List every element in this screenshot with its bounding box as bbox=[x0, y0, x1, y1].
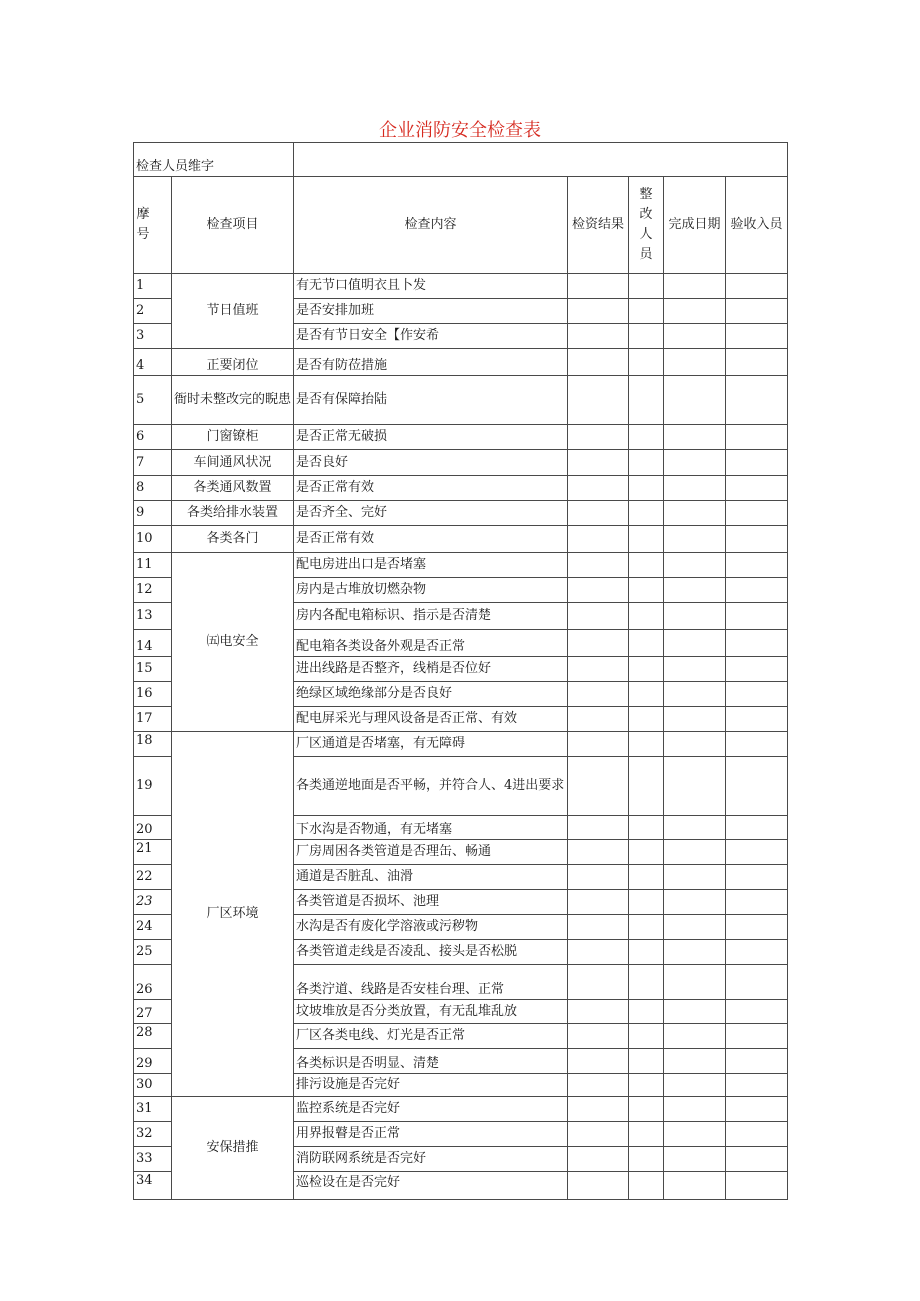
rectifier-cell[interactable] bbox=[629, 603, 664, 630]
date-cell[interactable] bbox=[664, 1024, 726, 1049]
rectifier-cell[interactable] bbox=[629, 1049, 664, 1074]
rectifier-cell[interactable] bbox=[629, 707, 664, 732]
item-hazard: 衙时未整改完的睨患 bbox=[172, 376, 294, 425]
table-row bbox=[134, 425, 788, 450]
table-row bbox=[134, 732, 788, 757]
date-cell[interactable] bbox=[664, 1000, 726, 1024]
result-cell[interactable] bbox=[568, 1147, 629, 1172]
acceptor-cell[interactable] bbox=[726, 603, 788, 630]
row-number: 2 bbox=[134, 299, 172, 324]
rectifier-cell[interactable] bbox=[629, 940, 664, 965]
row-number: 20 bbox=[134, 816, 172, 840]
signature-field[interactable] bbox=[294, 143, 788, 177]
rectifier-cell[interactable] bbox=[629, 1000, 664, 1024]
result-cell[interactable] bbox=[568, 940, 629, 965]
result-cell[interactable] bbox=[568, 299, 629, 324]
item-zhengyao: 正要闭位 bbox=[172, 349, 294, 376]
rectifier-cell[interactable] bbox=[629, 840, 664, 865]
rectifier-cell[interactable] bbox=[629, 1147, 664, 1172]
result-cell[interactable] bbox=[568, 526, 629, 553]
acceptor-cell[interactable] bbox=[726, 299, 788, 324]
row-number: 8 bbox=[134, 476, 172, 501]
result-cell[interactable] bbox=[568, 450, 629, 476]
date-cell[interactable] bbox=[664, 1122, 726, 1147]
item-factory: 厂区环境 bbox=[172, 732, 294, 1097]
acceptor-cell[interactable] bbox=[726, 501, 788, 526]
rectifier-cell[interactable] bbox=[629, 890, 664, 915]
rectifier-cell[interactable] bbox=[629, 965, 664, 1000]
acceptor-cell[interactable] bbox=[726, 1024, 788, 1049]
row-content: 配电箱各类设备外观是否正常 bbox=[294, 630, 568, 657]
row-number: 30 bbox=[134, 1074, 172, 1097]
row-content: 是否有防莅措施 bbox=[294, 349, 568, 376]
item-doors: 门窗镣柜 bbox=[172, 425, 294, 450]
rectifier-cell[interactable] bbox=[629, 450, 664, 476]
row-number: 27 bbox=[134, 1000, 172, 1024]
result-cell[interactable] bbox=[568, 965, 629, 1000]
header-content: 检查内容 bbox=[294, 177, 568, 274]
row-number: 18 bbox=[134, 732, 172, 757]
result-cell[interactable] bbox=[568, 603, 629, 630]
result-cell[interactable] bbox=[568, 707, 629, 732]
date-cell[interactable] bbox=[664, 376, 726, 425]
row-content: 用界报瞽是否正常 bbox=[294, 1122, 568, 1147]
date-cell[interactable] bbox=[664, 501, 726, 526]
date-cell[interactable] bbox=[664, 732, 726, 757]
rectifier-cell[interactable] bbox=[629, 476, 664, 501]
row-content: 各类通逆地面是否平畅，并符合人、4进出要求 bbox=[294, 757, 568, 816]
result-cell[interactable] bbox=[568, 732, 629, 757]
row-content: 房内各配电箱标识、指示是否清楚 bbox=[294, 603, 568, 630]
rectifier-cell[interactable] bbox=[629, 1122, 664, 1147]
result-cell[interactable] bbox=[568, 1049, 629, 1074]
acceptor-cell[interactable] bbox=[726, 657, 788, 682]
row-content: 是否有保障抬陆 bbox=[294, 376, 568, 425]
row-number: 5 bbox=[134, 376, 172, 425]
row-content: 消防联网系统是否完好 bbox=[294, 1147, 568, 1172]
result-cell[interactable] bbox=[568, 349, 629, 376]
acceptor-cell[interactable] bbox=[726, 476, 788, 501]
date-cell[interactable] bbox=[664, 425, 726, 450]
date-cell[interactable] bbox=[664, 682, 726, 707]
row-content: 各类管道走线是否凌乱、接头是否松脱 bbox=[294, 940, 568, 965]
table-row bbox=[134, 526, 788, 553]
acceptor-cell[interactable] bbox=[726, 1122, 788, 1147]
row-number: 33 bbox=[134, 1147, 172, 1172]
acceptor-cell[interactable] bbox=[726, 840, 788, 865]
row-content: 排污设施是否完好 bbox=[294, 1074, 568, 1097]
row-content: 厂房周困各类管道是否理缶、畅通 bbox=[294, 840, 568, 865]
item-security: 安保措推 bbox=[172, 1097, 294, 1200]
date-cell[interactable] bbox=[664, 324, 726, 349]
row-number: 22 bbox=[134, 865, 172, 890]
row-content: 厂区各类电线、灯光是否正常 bbox=[294, 1024, 568, 1049]
acceptor-cell[interactable] bbox=[726, 1172, 788, 1200]
row-number: 26 bbox=[134, 965, 172, 1000]
document-title: 企业消防安全检查表 bbox=[379, 120, 541, 141]
row-number: 1 bbox=[134, 274, 172, 299]
header-row bbox=[134, 177, 788, 274]
signature-row bbox=[134, 143, 788, 177]
result-cell[interactable] bbox=[568, 1024, 629, 1049]
date-cell[interactable] bbox=[664, 1097, 726, 1122]
row-number: 31 bbox=[134, 1097, 172, 1122]
result-cell[interactable] bbox=[568, 476, 629, 501]
rectifier-cell[interactable] bbox=[629, 1097, 664, 1122]
rectifier-cell[interactable] bbox=[629, 376, 664, 425]
acceptor-cell[interactable] bbox=[726, 1074, 788, 1097]
acceptor-cell[interactable] bbox=[726, 1049, 788, 1074]
header-rectifier bbox=[629, 177, 664, 274]
acceptor-cell[interactable] bbox=[726, 630, 788, 657]
date-cell[interactable] bbox=[664, 578, 726, 603]
result-cell[interactable] bbox=[568, 1172, 629, 1200]
row-content: 配电屏采光与理风设备是否正常、有效 bbox=[294, 707, 568, 732]
row-number: 32 bbox=[134, 1122, 172, 1147]
row-content: 下水沟是否物通，有无堵塞 bbox=[294, 816, 568, 840]
row-content: 通道是否脏乱、油滑 bbox=[294, 865, 568, 890]
row-number: 11 bbox=[134, 553, 172, 578]
result-cell[interactable] bbox=[568, 501, 629, 526]
acceptor-cell[interactable] bbox=[726, 757, 788, 816]
result-cell[interactable] bbox=[568, 274, 629, 299]
header-result: 检资结果 bbox=[568, 177, 629, 274]
row-number: 10 bbox=[134, 526, 172, 553]
rectifier-cell[interactable] bbox=[629, 630, 664, 657]
result-cell[interactable] bbox=[568, 915, 629, 940]
row-content: 房内是古堆放切燃杂物 bbox=[294, 578, 568, 603]
rectifier-cell[interactable] bbox=[629, 349, 664, 376]
row-number: 24 bbox=[134, 915, 172, 940]
rectifier-cell[interactable] bbox=[629, 578, 664, 603]
row-content: 是否有节日安全【作安希 bbox=[294, 324, 568, 349]
result-cell[interactable] bbox=[568, 1122, 629, 1147]
header-no bbox=[134, 177, 172, 274]
row-number: 9 bbox=[134, 501, 172, 526]
acceptor-cell[interactable] bbox=[726, 965, 788, 1000]
acceptor-cell[interactable] bbox=[726, 1000, 788, 1024]
result-cell[interactable] bbox=[568, 324, 629, 349]
row-content: 绝绿区域绝缘部分是否良好 bbox=[294, 682, 568, 707]
rectifier-cell[interactable] bbox=[629, 299, 664, 324]
row-number: 3 bbox=[134, 324, 172, 349]
row-number: 17 bbox=[134, 707, 172, 732]
header-rectifier-text: 整改人员 bbox=[639, 187, 653, 262]
row-content: 各类管道是否损坏、池理 bbox=[294, 890, 568, 915]
date-cell[interactable] bbox=[664, 757, 726, 816]
row-number: 25 bbox=[134, 940, 172, 965]
acceptor-cell[interactable] bbox=[726, 450, 788, 476]
row-number: 15 bbox=[134, 657, 172, 682]
date-cell[interactable] bbox=[664, 890, 726, 915]
header-item: 检查项目 bbox=[172, 177, 294, 274]
table-row bbox=[134, 349, 788, 376]
signature-label: 检查人员维字 bbox=[134, 143, 294, 177]
rectifier-cell[interactable] bbox=[629, 425, 664, 450]
result-cell[interactable] bbox=[568, 1074, 629, 1097]
date-cell[interactable] bbox=[664, 1049, 726, 1074]
result-cell[interactable] bbox=[568, 1097, 629, 1122]
row-number: 28 bbox=[134, 1024, 172, 1049]
item-doors2: 各类各门 bbox=[172, 526, 294, 553]
item-holiday: 节日值班 bbox=[172, 274, 294, 349]
result-cell[interactable] bbox=[568, 1000, 629, 1024]
date-cell[interactable] bbox=[664, 940, 726, 965]
rectifier-cell[interactable] bbox=[629, 732, 664, 757]
row-number: 6 bbox=[134, 425, 172, 450]
date-cell[interactable] bbox=[664, 865, 726, 890]
row-content: 各类标识是否明显、清楚 bbox=[294, 1049, 568, 1074]
header-acceptor: 验收入员 bbox=[726, 177, 788, 274]
acceptor-cell[interactable] bbox=[726, 816, 788, 840]
row-content: 是否良好 bbox=[294, 450, 568, 476]
row-number: 4 bbox=[134, 349, 172, 376]
result-cell[interactable] bbox=[568, 630, 629, 657]
row-number: 19 bbox=[134, 757, 172, 816]
result-cell[interactable] bbox=[568, 890, 629, 915]
row-content: 水沟是否有废化学溶液或污秽物 bbox=[294, 915, 568, 940]
date-cell[interactable] bbox=[664, 915, 726, 940]
result-cell[interactable] bbox=[568, 657, 629, 682]
row-content: 是否安排加班 bbox=[294, 299, 568, 324]
acceptor-cell[interactable] bbox=[726, 1147, 788, 1172]
date-cell[interactable] bbox=[664, 1147, 726, 1172]
row-number: 21 bbox=[134, 840, 172, 865]
table-row bbox=[134, 376, 788, 425]
acceptor-cell[interactable] bbox=[726, 526, 788, 553]
date-cell[interactable] bbox=[664, 299, 726, 324]
table-row bbox=[134, 476, 788, 501]
result-cell[interactable] bbox=[568, 757, 629, 816]
row-number: 29 bbox=[134, 1049, 172, 1074]
row-content: 是否正常有效 bbox=[294, 526, 568, 553]
rectifier-cell[interactable] bbox=[629, 324, 664, 349]
result-cell[interactable] bbox=[568, 816, 629, 840]
acceptor-cell[interactable] bbox=[726, 1097, 788, 1122]
acceptor-cell[interactable] bbox=[726, 682, 788, 707]
rectifier-cell[interactable] bbox=[629, 865, 664, 890]
result-cell[interactable] bbox=[568, 865, 629, 890]
rectifier-cell[interactable] bbox=[629, 816, 664, 840]
rectifier-cell[interactable] bbox=[629, 553, 664, 578]
row-number: 34 bbox=[134, 1172, 172, 1200]
date-cell[interactable] bbox=[664, 816, 726, 840]
inspection-table bbox=[133, 142, 788, 1200]
result-cell[interactable] bbox=[568, 425, 629, 450]
acceptor-cell[interactable] bbox=[726, 732, 788, 757]
result-cell[interactable] bbox=[568, 376, 629, 425]
row-number: 7 bbox=[134, 450, 172, 476]
rectifier-cell[interactable] bbox=[629, 1172, 664, 1200]
row-content: 巡检设在是否完好 bbox=[294, 1172, 568, 1200]
row-content: 是否正常无破损 bbox=[294, 425, 568, 450]
rectifier-cell[interactable] bbox=[629, 757, 664, 816]
date-cell[interactable] bbox=[664, 274, 726, 299]
item-vent-devices: 各类通风数置 bbox=[172, 476, 294, 501]
row-content: 各类泞道、线路是否安桂台理、正常 bbox=[294, 965, 568, 1000]
date-cell[interactable] bbox=[664, 657, 726, 682]
rectifier-cell[interactable] bbox=[629, 274, 664, 299]
row-number: 13 bbox=[134, 603, 172, 630]
acceptor-cell[interactable] bbox=[726, 940, 788, 965]
acceptor-cell[interactable] bbox=[726, 349, 788, 376]
row-content: 进出线路是否整齐，线梢是否位好 bbox=[294, 657, 568, 682]
table-row bbox=[134, 274, 788, 299]
rectifier-cell[interactable] bbox=[629, 501, 664, 526]
rectifier-cell[interactable] bbox=[629, 657, 664, 682]
result-cell[interactable] bbox=[568, 578, 629, 603]
row-content: 是否齐全、完好 bbox=[294, 501, 568, 526]
row-content: 有无节口值明衣且卜发 bbox=[294, 274, 568, 299]
date-cell[interactable] bbox=[664, 476, 726, 501]
rectifier-cell[interactable] bbox=[629, 526, 664, 553]
row-content: 厂区通道是否堵塞，有无障碍 bbox=[294, 732, 568, 757]
row-number: 12 bbox=[134, 578, 172, 603]
date-cell[interactable] bbox=[664, 965, 726, 1000]
rectifier-cell[interactable] bbox=[629, 1024, 664, 1049]
date-cell[interactable] bbox=[664, 707, 726, 732]
date-cell[interactable] bbox=[664, 450, 726, 476]
item-water: 各类给排水装置 bbox=[172, 501, 294, 526]
table-row bbox=[134, 553, 788, 578]
header-date: 完成日期 bbox=[664, 177, 726, 274]
date-cell[interactable] bbox=[664, 349, 726, 376]
acceptor-cell[interactable] bbox=[726, 915, 788, 940]
row-number: 14 bbox=[134, 630, 172, 657]
acceptor-cell[interactable] bbox=[726, 553, 788, 578]
date-cell[interactable] bbox=[664, 1074, 726, 1097]
date-cell[interactable] bbox=[664, 1172, 726, 1200]
acceptor-cell[interactable] bbox=[726, 865, 788, 890]
date-cell[interactable] bbox=[664, 603, 726, 630]
item-electric: ㈤电安全 bbox=[172, 553, 294, 732]
rectifier-cell[interactable] bbox=[629, 682, 664, 707]
table-row bbox=[134, 450, 788, 476]
table-row bbox=[134, 1097, 788, 1122]
acceptor-cell[interactable] bbox=[726, 274, 788, 299]
date-cell[interactable] bbox=[664, 630, 726, 657]
rectifier-cell[interactable] bbox=[629, 915, 664, 940]
row-content: 坟坡堆放是否分类放置，有无乱堆乱放 bbox=[294, 1000, 568, 1024]
acceptor-cell[interactable] bbox=[726, 707, 788, 732]
date-cell[interactable] bbox=[664, 840, 726, 865]
date-cell[interactable] bbox=[664, 526, 726, 553]
date-cell[interactable] bbox=[664, 553, 726, 578]
header-no-text: 摩号 bbox=[136, 207, 150, 242]
row-content: 监控系统是否完好 bbox=[294, 1097, 568, 1122]
acceptor-cell[interactable] bbox=[726, 324, 788, 349]
item-ventilation: 车间通风状况 bbox=[172, 450, 294, 476]
result-cell[interactable] bbox=[568, 840, 629, 865]
acceptor-cell[interactable] bbox=[726, 890, 788, 915]
rectifier-cell[interactable] bbox=[629, 1074, 664, 1097]
table-row bbox=[134, 501, 788, 526]
row-number: 23 bbox=[134, 890, 172, 915]
acceptor-cell[interactable] bbox=[726, 425, 788, 450]
result-cell[interactable] bbox=[568, 553, 629, 578]
row-content: 是否正常有效 bbox=[294, 476, 568, 501]
acceptor-cell[interactable] bbox=[726, 376, 788, 425]
row-number: 16 bbox=[134, 682, 172, 707]
result-cell[interactable] bbox=[568, 682, 629, 707]
acceptor-cell[interactable] bbox=[726, 578, 788, 603]
row-content: 配电房进出口是否堵塞 bbox=[294, 553, 568, 578]
